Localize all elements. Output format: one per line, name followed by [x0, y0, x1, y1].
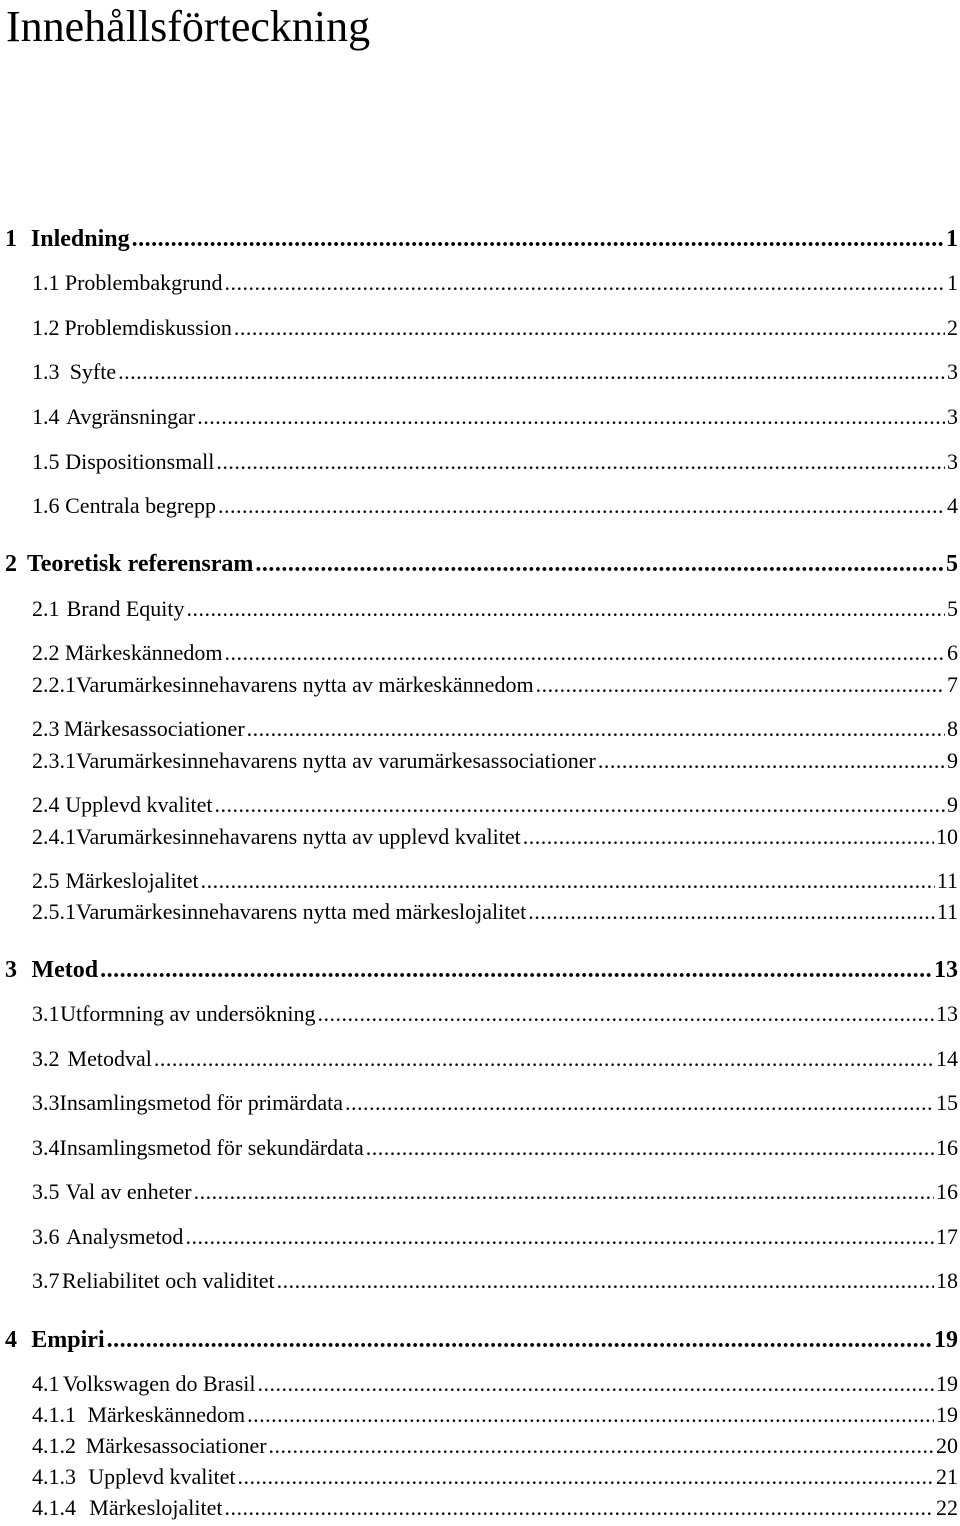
dot-leader: [107, 1325, 932, 1355]
toc-entry-number: 3.6: [32, 1224, 60, 1249]
toc-entry-title: Inledning: [30, 226, 130, 252]
dot-leader: [194, 1177, 934, 1207]
page-title: Innehållsförteckning: [6, 2, 371, 51]
toc-entry-page: 8: [947, 716, 958, 741]
toc-entry-number: 1.2: [32, 315, 60, 340]
toc-entry[interactable]: [0, 866, 958, 896]
toc-entry-page: 16: [936, 1179, 958, 1204]
toc-entry-number: 3.4: [32, 1135, 60, 1160]
toc-entry-page: 18: [936, 1268, 958, 1293]
toc-entry[interactable]: [0, 1462, 958, 1492]
dot-leader: [197, 402, 945, 432]
dot-leader: [237, 1462, 934, 1492]
dot-leader: [234, 313, 945, 343]
dot-leader: [224, 268, 945, 298]
toc-entry-title: Märkeslojalitet: [65, 868, 199, 893]
toc-entry[interactable]: [0, 790, 958, 820]
toc-entry[interactable]: [0, 1044, 958, 1074]
toc-entry-number: 1.1: [32, 270, 60, 295]
toc-entry-number: 1: [5, 226, 17, 252]
toc-entry-page: 1: [946, 226, 958, 252]
toc-entry[interactable]: [0, 1088, 958, 1118]
dot-leader: [247, 714, 945, 744]
toc-entry-title: Märkesassociationer: [63, 716, 245, 741]
toc-entry-number: 1.6: [32, 493, 60, 518]
dot-leader: [523, 822, 934, 852]
toc-entry-title: Val av enheter: [65, 1179, 192, 1204]
dot-leader: [154, 1044, 934, 1074]
toc-entry-page: 19: [936, 1402, 958, 1427]
dot-leader: [366, 1133, 934, 1163]
dot-leader: [216, 447, 945, 477]
toc-entry-title: Insamlingsmetod för primärdata: [59, 1090, 343, 1115]
toc-entry-title: Dispositionsmall: [65, 449, 215, 474]
toc-entry-number: 2.4: [32, 792, 60, 817]
toc-entry-page: 1: [947, 270, 958, 295]
toc-entry-title: Volkswagen do Brasil: [62, 1371, 256, 1396]
toc-entry-page: 19: [934, 1327, 958, 1353]
toc-entry[interactable]: [0, 1325, 958, 1355]
dot-leader: [258, 1369, 934, 1399]
dot-leader: [224, 638, 945, 668]
toc-entry-page: 16: [936, 1135, 958, 1160]
dot-leader: [269, 1431, 934, 1461]
toc-entry-page: 22: [936, 1495, 958, 1520]
toc-entry-number: 3.1: [32, 1001, 60, 1026]
toc-entry-number: 4.1.4: [32, 1495, 76, 1520]
dot-leader: [218, 491, 945, 521]
toc-entry-number: 2.4.1: [32, 824, 76, 849]
toc-entry-number: 2.3.1: [32, 748, 76, 773]
toc-entry[interactable]: [0, 491, 958, 521]
toc-entry-title: Teoretisk referensram: [26, 551, 254, 577]
dot-leader: [132, 224, 944, 254]
toc-entry-number: 4.1.1: [32, 1402, 76, 1427]
toc-entry-page: 15: [936, 1090, 958, 1115]
toc-entry[interactable]: [0, 1431, 958, 1461]
toc-entry-title: Empiri: [31, 1327, 105, 1353]
toc-entry-page: 20: [936, 1433, 958, 1458]
toc-entry-title: Reliabilitet och validitet: [61, 1268, 275, 1293]
toc-entry-page: 11: [936, 868, 958, 893]
toc-entry-number: 2.5.1: [32, 899, 76, 924]
toc-entry-title: Varumärkesinnehavarens nytta av upplevd kvalitet: [76, 824, 521, 849]
toc-entry[interactable]: [0, 1266, 958, 1296]
toc-entry-page: 13: [934, 957, 958, 983]
toc-entry[interactable]: [0, 447, 958, 477]
toc-entry-number: 4.1.3: [32, 1464, 76, 1489]
toc-entry-title: Avgränsningar: [66, 404, 196, 429]
toc-entry[interactable]: [0, 1400, 958, 1430]
toc-entry-number: 4.1: [32, 1371, 60, 1396]
toc-entry-page: 3: [947, 359, 958, 384]
toc-entry[interactable]: [0, 1222, 958, 1252]
toc-entry-page: 9: [947, 792, 958, 817]
toc-entry-page: 19: [936, 1371, 958, 1396]
dot-leader: [118, 357, 945, 387]
toc-entry-number: 1.4: [32, 404, 60, 429]
toc-entry[interactable]: [0, 1133, 958, 1163]
dot-leader: [536, 670, 945, 700]
toc-entry-page: 13: [936, 1001, 958, 1026]
toc-entry[interactable]: [0, 955, 958, 985]
toc-entry-page: 5: [947, 596, 958, 621]
dot-leader: [187, 594, 946, 624]
toc-entry-page: 5: [946, 551, 958, 577]
toc-entry-number: 3: [5, 957, 17, 983]
toc-entry-title: Märkeskännedom: [64, 640, 223, 665]
toc-entry-page: 4: [947, 493, 958, 518]
dot-leader: [201, 866, 935, 896]
toc-entry-title: Insamlingsmetod för sekundärdata: [59, 1135, 364, 1160]
dot-leader: [255, 549, 944, 579]
toc-entry[interactable]: [0, 670, 958, 700]
toc-entry[interactable]: [0, 224, 958, 254]
toc-entry-number: 3.5: [32, 1179, 60, 1204]
toc-entry[interactable]: [0, 268, 958, 298]
toc-entry[interactable]: [0, 549, 958, 579]
toc-entry-title: Upplevd kvalitet: [88, 1464, 236, 1489]
toc-entry-number: 2.2.1: [32, 672, 76, 697]
toc-entry[interactable]: [0, 746, 958, 776]
toc-entry-number: 2.2: [32, 640, 60, 665]
toc-entry[interactable]: [0, 1493, 958, 1523]
toc-entry[interactable]: [0, 714, 958, 744]
toc-entry-page: 14: [936, 1046, 958, 1071]
dot-leader: [215, 790, 945, 820]
toc-entry[interactable]: [0, 357, 958, 387]
toc-entry[interactable]: [0, 402, 958, 432]
toc-entry-number: 2.5: [32, 868, 60, 893]
dot-leader: [598, 746, 945, 776]
toc-entry-title: Problembakgrund: [64, 270, 223, 295]
toc-entry-title: Brand Equity: [66, 596, 185, 621]
toc-entry[interactable]: [0, 999, 958, 1029]
toc-entry-page: 3: [947, 404, 958, 429]
toc-entry-number: 3.2: [32, 1046, 60, 1071]
toc-entry-number: 1.5: [32, 449, 60, 474]
toc-entry-title: Varumärkesinnehavarens nytta av märkeskännedom: [76, 672, 534, 697]
toc-entry-page: 7: [947, 672, 958, 697]
toc-entry-page: 6: [947, 640, 958, 665]
toc-entry-number: 4: [5, 1327, 17, 1353]
dot-leader: [318, 999, 935, 1029]
toc-entry-number: 4.1.2: [32, 1433, 76, 1458]
toc-entry[interactable]: [0, 897, 958, 927]
dot-leader: [185, 1222, 934, 1252]
toc-entry-title: Syfte: [69, 359, 117, 384]
dot-leader: [528, 897, 935, 927]
toc-entry-title: Varumärkesinnehavarens nytta med märkeslojalitet: [76, 899, 527, 924]
toc-entry-number: 3.3: [32, 1090, 60, 1115]
toc-entry-title: Varumärkesinnehavarens nytta av varumärkesassociationer: [76, 748, 596, 773]
toc-entry-title: Problemdiskussion: [64, 315, 232, 340]
toc-entry-page: 2: [947, 315, 958, 340]
toc-entry-number: 2.3: [32, 716, 60, 741]
dot-leader: [100, 955, 932, 985]
toc-entry-number: 1.3: [32, 359, 60, 384]
toc-entry[interactable]: [0, 822, 958, 852]
dot-leader: [224, 1493, 934, 1523]
toc-entry-page: 11: [936, 899, 958, 924]
toc-entry-title: Märkeskännedom: [87, 1402, 246, 1427]
toc-entry-title: Analysmetod: [66, 1224, 184, 1249]
toc-entry[interactable]: [0, 594, 958, 624]
dot-leader: [277, 1266, 934, 1296]
toc-entry-title: Märkesassociationer: [85, 1433, 267, 1458]
toc-entry-title: Upplevd kvalitet: [65, 792, 213, 817]
toc-entry-page: 21: [936, 1464, 958, 1489]
toc-entry-title: Utformning av undersökning: [60, 1001, 316, 1026]
toc-entry[interactable]: [0, 1369, 958, 1399]
dot-leader: [247, 1400, 934, 1430]
toc-entry-number: 2.1: [32, 596, 60, 621]
toc-entry-title: Metodval: [67, 1046, 152, 1071]
dot-leader: [345, 1088, 934, 1118]
toc-entry-page: 10: [936, 824, 958, 849]
toc-entry[interactable]: [0, 1177, 958, 1207]
toc-entry-number: 2: [5, 551, 17, 577]
toc-entry-title: Märkeslojalitet: [89, 1495, 223, 1520]
toc-entry-page: 17: [936, 1224, 958, 1249]
toc-entry-page: 3: [947, 449, 958, 474]
toc-entry[interactable]: [0, 313, 958, 343]
toc-entry-number: 3.7: [32, 1268, 60, 1293]
toc-entry[interactable]: [0, 638, 958, 668]
toc-entry-title: Metod: [31, 957, 99, 983]
toc-entry-title: Centrala begrepp: [65, 493, 216, 518]
toc-entry-page: 9: [947, 748, 958, 773]
